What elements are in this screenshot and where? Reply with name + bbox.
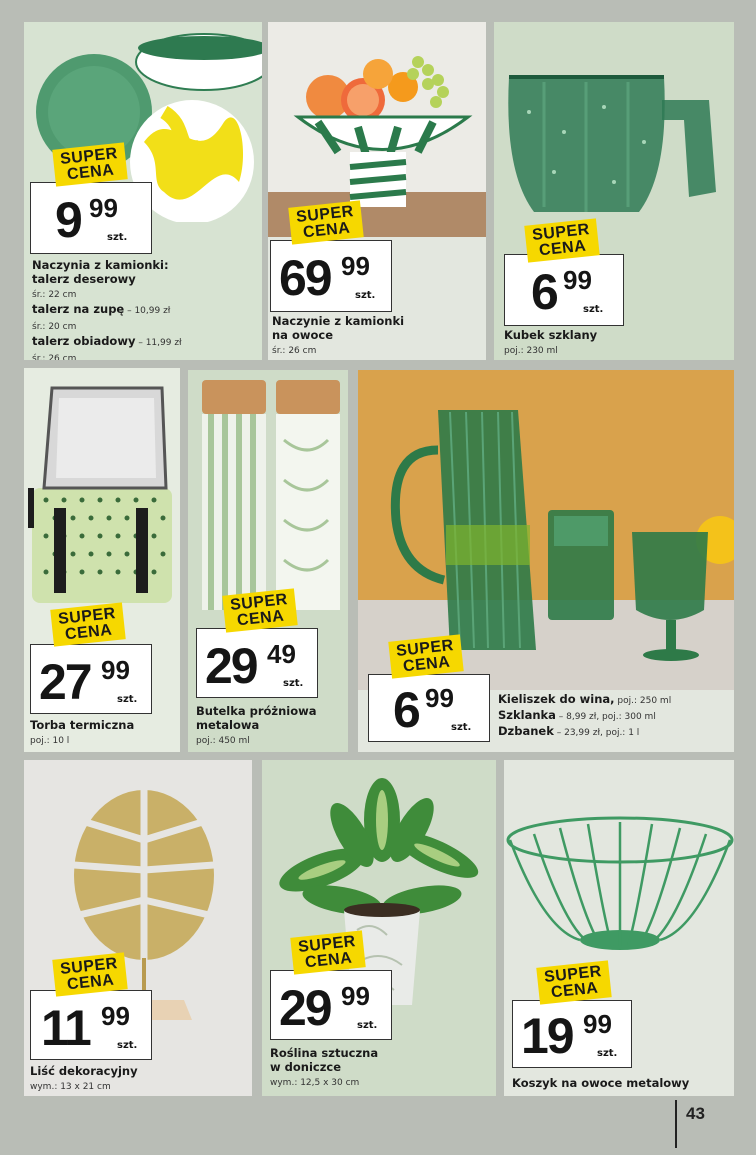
- price-tag: 69 99 szt.: [270, 240, 392, 312]
- product-card-glassware[interactable]: [358, 370, 734, 752]
- price-tag: 27 99 szt.: [30, 644, 152, 714]
- glass-mug-image: [494, 22, 734, 222]
- product-description: Roślina sztuczna w doniczce wym.: 12,5 x 30 cm: [270, 1046, 379, 1088]
- product-description: Kubek szklany poj.: 230 ml: [504, 328, 598, 356]
- product-card-thermal-bag[interactable]: [24, 368, 180, 752]
- price-tag: 9 99 szt.: [30, 182, 152, 254]
- thermal-bag-image: [24, 368, 180, 608]
- super-cena-badge: SUPER CENA: [290, 930, 365, 974]
- product-card-glass-mug[interactable]: [494, 22, 734, 360]
- super-cena-badge: SUPER CENA: [50, 602, 125, 646]
- product-description: Naczynia z kamionki: talerz deserowy śr.: 22 cm talerz na zupę – 10,99 zł śr.: 20 cm talerz obiadowy – 11,99 zł śr.: 26 cm: [32, 258, 182, 360]
- price-tag: 19 99 szt.: [512, 1000, 632, 1068]
- product-description: Naczynie z kamionki na owoce śr.: 26 cm: [272, 314, 405, 356]
- product-card-deco-leaf[interactable]: [24, 760, 252, 1096]
- vacuum-bottles-image: [188, 370, 348, 610]
- wire-basket-image: [504, 760, 734, 970]
- price-tag: 6 99 szt.: [368, 674, 490, 742]
- product-title: Naczynia z kamionki:: [32, 258, 169, 272]
- product-card-fruit-basket[interactable]: [504, 760, 734, 1096]
- price-tag: 6 99 szt.: [504, 254, 624, 326]
- super-cena-badge: SUPER CENA: [52, 142, 127, 186]
- product-card-artificial-plant[interactable]: [262, 760, 496, 1096]
- product-description: Liść dekoracyjny wym.: 13 x 21 cm: [30, 1064, 138, 1092]
- price-tag: 11 99 szt.: [30, 990, 152, 1060]
- price-tag: 29 49 szt.: [196, 628, 318, 698]
- super-cena-badge: SUPER CENA: [388, 634, 463, 678]
- fruit-bowl-image: [268, 22, 486, 237]
- super-cena-badge: SUPER CENA: [288, 200, 363, 244]
- product-card-vacuum-bottle[interactable]: [188, 370, 348, 752]
- page-number-divider: [675, 1100, 677, 1148]
- product-card-fruit-bowl[interactable]: [268, 22, 486, 360]
- super-cena-badge: SUPER CENA: [52, 952, 127, 996]
- price-tag: 29 99 szt.: [270, 970, 392, 1040]
- product-description: Butelka próżniowa metalowa poj.: 450 ml: [196, 704, 317, 746]
- product-description: Torba termiczna poj.: 10 l: [30, 718, 135, 746]
- page-number: 43: [686, 1104, 705, 1123]
- super-cena-badge: SUPER CENA: [536, 960, 611, 1004]
- super-cena-badge: SUPER CENA: [524, 218, 599, 262]
- product-card-dishes[interactable]: [24, 22, 262, 360]
- super-cena-badge: SUPER CENA: [222, 588, 297, 632]
- product-description: Kieliszek do wina, poj.: 250 ml Szklanka – 8,99 zł, poj.: 300 ml Dzbanek – 23,99 zł, poj.: 1 l: [498, 692, 672, 738]
- product-description: Koszyk na owoce metalowy: [512, 1076, 690, 1090]
